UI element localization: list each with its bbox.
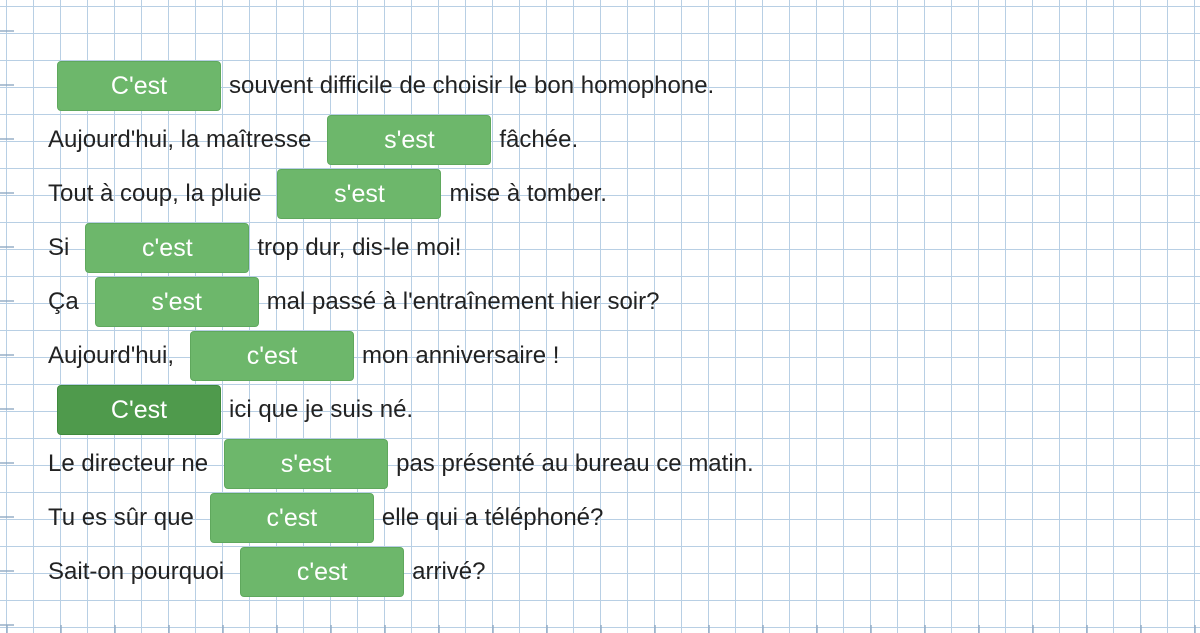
sentence-before-text: Si	[48, 234, 70, 261]
answer-chip[interactable]: s'est	[277, 169, 441, 219]
sentence-row	[57, 61, 714, 111]
sentence-row	[48, 493, 603, 543]
sentence-after-text: fâchée.	[499, 126, 579, 153]
sentence-before-text: Tout à coup, la pluie	[48, 180, 262, 207]
answer-chip[interactable]: s'est	[224, 439, 388, 489]
sentence-before-text: Aujourd'hui,	[48, 342, 174, 369]
sentence-row	[57, 385, 413, 435]
answer-chip[interactable]: c'est	[210, 493, 374, 543]
sentence-before-text: Tu es sûr que	[48, 504, 194, 531]
answer-chip[interactable]: c'est	[190, 331, 354, 381]
sentence-after-text: mal passé à l'entraînement hier soir?	[266, 288, 660, 315]
sentence-before-text: Aujourd'hui, la maîtresse	[48, 126, 312, 153]
sentence-row	[48, 169, 607, 219]
sentence-row	[48, 115, 578, 165]
sentence-after-text: trop dur, dis-le moi!	[257, 234, 462, 261]
answer-chip[interactable]: c'est	[85, 223, 249, 273]
sentence-before-text: Ça	[48, 288, 79, 315]
sentence-after-text: elle qui a téléphoné?	[381, 504, 604, 531]
answer-chip[interactable]: s'est	[327, 115, 491, 165]
sentence-before-text: Le directeur ne	[48, 450, 209, 477]
sentence-after-text: souvent difficile de choisir le bon homophone.	[229, 72, 715, 99]
answer-chip-selected[interactable]: C'est	[57, 385, 221, 435]
answer-chip[interactable]: C'est	[57, 61, 221, 111]
sentence-after-text: mon anniversaire !	[362, 342, 560, 369]
sentence-row	[48, 223, 461, 273]
sentence-row	[48, 331, 559, 381]
answer-chip[interactable]: s'est	[95, 277, 259, 327]
sentence-after-text: pas présenté au bureau ce matin.	[396, 450, 754, 477]
sentence-after-text: ici que je suis né.	[229, 396, 414, 423]
sentence-row	[48, 277, 659, 327]
sentence-after-text: mise à tomber.	[449, 180, 607, 207]
sentence-after-text: arrivé?	[412, 558, 486, 585]
sentence-row	[48, 439, 754, 489]
sentence-before-text: Sait-on pourquoi	[48, 558, 225, 585]
sentence-row	[48, 547, 485, 597]
answer-chip[interactable]: c'est	[240, 547, 404, 597]
